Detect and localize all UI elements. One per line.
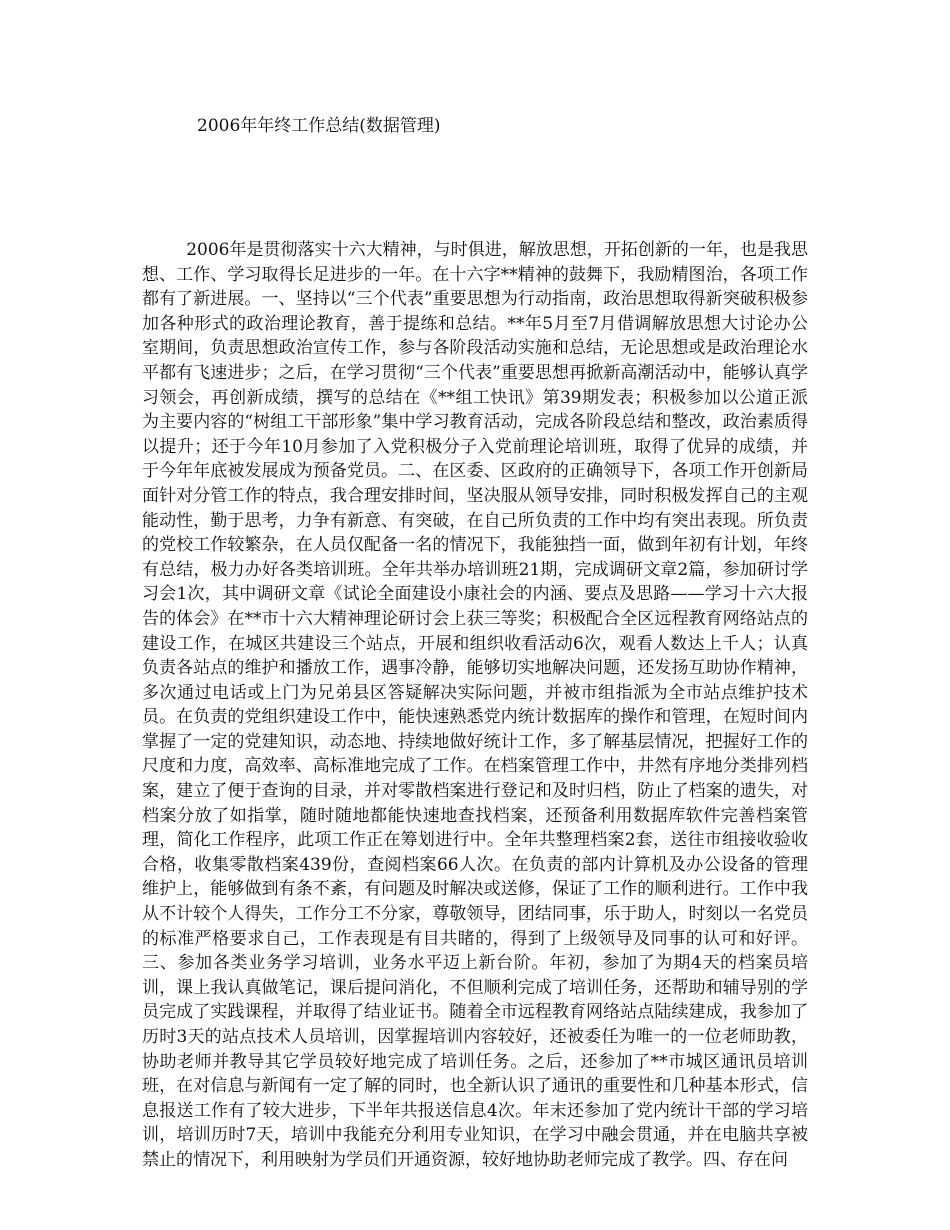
document-body-paragraph: 2006年是贯彻落实十六大精神，与时俱进，解放思想，开拓创新的一年，也是我思想、工作、学习取得长足进步的一年。在十六字**精神的鼓舞下，我励精图治，各项工作都有了新进展。一、坚持以“三个代表”重要思想为行动指南，政治思想取得新突破积极参加各种形式的政治理论教育，善于提练和总结。**年5月至7月借调解放思想大讨论办公室期间，负责思想政治宣传工作，参与各阶段活动实施和总结，无论思想或是政治理论水平都有飞速进步；之后，在学习贯彻“三个代表”重要思想再掀新高潮活动中，能够认真学习领会，再创新成绩，撰写的总结在《**组工快讯》第39期发表；积极参加以公道正派为主要内容的“树组工干部形象”集中学习教育活动，完成各阶段总结和整改，政治素质得以提升；还于今年10月参加了入党积极分子入党前理论培训班，取得了优异的成绩，并于今年年底被发展成为预备党员。二、在区委、区政府的正确领导下，各项工作开创新局面针对分管工作的特点，我合理安排时间，坚决服从领导安排，同时积极发挥自己的主观能动性，勤于思考，力争有新意、有突破，在自己所负责的工作中均有突出表现。所负责的党校工作较繁杂，在人员仅配备一名的情况下，我能独挡一面，做到年初有计划，年终有总结，极力办好各类培训班。全年共举办培训班21期，完成调研文章2篇，参加研讨学习会1次，其中调研文章《试论全面建设小康社会的内涵、要点及思路——学习十六大报告的体会》在**市十六大精神理论研讨会上获三等奖；积极配合全区远程教育网络站点的建设工作，在城区共建设三个站点，开展和组织收看活动6次，观看人数达上千人；认真负责各站点的维护和播放工作，遇事冷静，能够切实地解决问题，还发扬互助协作精神，多次通过电话或上门为兄弟县区答疑解决实际问题，并被市组指派为全市站点维护技术员。在负责的党组织建设工作中，能快速熟悉党内统计数据库的操作和管理，在短时间内掌握了一定的党建知识，动态地、持续地做好统计工作，多了解基层情况，把握好工作的尺度和力度，高效率、高标准地完成了工作。在档案管理工作中，井然有序地分类排列档案，建立了便于查询的目录，并对零散档案进行登记和及时归档，防止了档案的遗失，对档案分放了如指掌，随时随地都能快速地查找档案，还预备利用数据库软件完善档案管理，简化工作程序，此项工作正在筹划进行中。全年共整理档案2套，送往市组接收验收合格，收集零散档案439份，查阅档案66人次。在负责的部内计算机及办公设备的管理维护上，能够做到有条不紊，有问题及时解决或送修，保证了工作的顺利进行。工作中我从不计较个人得失，工作分工不分家，尊敬领导，团结同事，乐于助人，时刻以一名党员的标准严格要求自己，工作表现是有目共睹的，得到了上级领导及同事的认可和好评。三、参加各类业务学习培训，业务水平迈上新台阶。年初，参加了为期4天的档案员培训，课上我认真做笔记，课后提问消化，不但顺利完成了培训任务，还帮助和辅导别的学员完成了实践课程，并取得了结业证书。随着全市远程教育网络站点陆续建成，我参加了历时3天的站点技术人员培训，因掌握培训内容较好，还被委任为唯一的一位老师助教，协助老师并教导其它学员较好地完成了培训任务。之后，还参加了**市城区通讯员培训班，在对信息与新闻有一定了解的同时，也全新认识了通讯的重要性和几种基本形式，信息报送工作有了较大进步，下半年共报送信息4次。年末还参加了党内统计干部的学习培训，培训历时7天，培训中我能充分利用专业知识，在学习中融会贯通，并在电脑共享被禁止的情况下，利用映射为学员们开通资源，较好地协助老师完成了教学。四、存在问 [142,240,808,1170]
document-title: 2006年年终工作总结(数据管理) [197,116,441,136]
